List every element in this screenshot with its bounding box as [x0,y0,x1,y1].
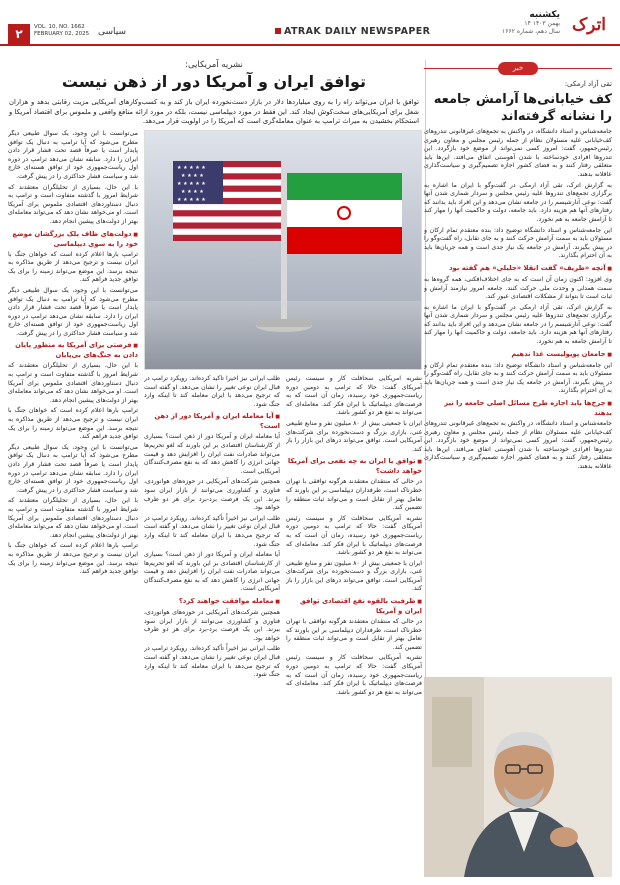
square-mark-icon [275,28,281,34]
paragraph: به گزارش اترک، تقی آزاد ارمکی در گفت‌وگو با ایران ما اشاره به برگزاری تجمع‌های تندروها علیه رئیس مجلس و سردار شماری شدن آنها گفت: نوعی آنارشیسم را در جامعه نشان می‌دهد و این افراد باید بدانند که رفتارهای آنها هم هزینه دارد. باید جامعه، دولت و حاکمیت آنها را مهار کند تا آرامش جامعه به هم نخورد. [424,181,612,223]
svg-text:★ ★ ★ ★ ★: ★ ★ ★ ★ ★ [177,181,206,187]
paragraph: طلب ایرانی نیز اخیراً تأکید کرده‌اند. رویکرد ترامپ در قبال ایران نوعی تغییر را نشان می‌دهد. او گفته است که ترجیح می‌دهد با ایران معامله کند تا اینکه وارد جنگ شود. [144,375,280,408]
paragraph: در حالی که منتقدان معتقدند هرگونه توافقی با تهران خطرناک است، طرفداران دیپلماسی بر این باورند که تعامل بهتر از تقابل است و می‌تواند ثبات منطقه را تضمین کند. [286,618,422,651]
paragraph: نشریه آمریکایی سحافلت کار و سیست رئیس آمریکای گفت: حالا که ترامپ به دومین دوره ریاست‌جمهوری خود رسیده، زمان آن است که به فرصت‌های دیپلماتیک با ایران فکر کند. معامله‌ای که می‌تواند به نفع هر دو کشور باشد. [286,654,422,696]
paragraph: نشریه آمریکایی سحافلت کار و سیست رئیس آمریکای گفت: حالا که ترامپ به دومین دوره ریاست‌جمهوری خود رسیده، زمان آن است که به فرصت‌های دیپلماتیک با ایران فکر کند. معامله‌ای که می‌تواند به نفع هر دو کشور باشد. [286,514,422,557]
right-headline: کف خیابانی‌ها آرامش جامعه را نشانه گرفته‌اند [433,92,612,124]
main-lead: توافق با ایران می‌تواند راه را به روی میلیاردها دلار در بازار دست‌نخورده ایران باز کند و به کسب‌وکارهای آمریکایی مزیت رقابتی بدهد و هزاران شغل برای آمریکایی‌های سخت‌کوش ایجاد کند. این فقط در مورد دیپلماسی نیست، بلکه در مورد ارائه منافع واقعی و ملموس برای اقتصاد آمریکا و استحکام بخشیدن به میراث ترامپ به عنوان معامله‌گری است که آمریکا را در اولویت قرار می‌دهد. [9,98,419,125]
page-header [0,0,620,46]
main-kicker: نشریه آمریکایی: [185,60,243,70]
paragraph: ترامپ بارها اعلام کرده است که خواهان جنگ با ایران نیست و ترجیح می‌دهد از طریق مذاکره به نتیجه برسد. این موضع می‌تواند زمینه را برای یک توافق جدید فراهم کند. [8,250,138,284]
paragraph: طلب ایرانی نیز اخیراً تأکید کرده‌اند. رویکرد ترامپ در قبال ایران نوعی تغییر را نشان می‌دهد. او گفته است که ترجیح می‌دهد با ایران معامله کند تا اینکه وارد جنگ شود. [144,514,280,548]
paper-name-text: ATRAK DAILY NEWSPAPER [284,26,431,37]
page-number: ۲ [8,24,30,44]
main-left-column [8,130,138,885]
paragraph: با این حال، بسیاری از تحلیلگران معتقدند که شرایط امروز با گذشته متفاوت است و ترامپ به دنبال دستاوردهای اقتصادی ملموس برای آمریکا است. او می‌خواهد نشان دهد که می‌تواند معامله‌ای بهتر از دولت‌های پیشین انجام دهد. [8,183,138,225]
paragraph: طلب ایرانی نیز اخیراً تأکید کرده‌اند. رویکرد ترامپ در قبال ایران نوعی تغییر را نشان می‌دهد. او گفته است که ترجیح می‌دهد با ایران معامله کند تا اینکه وارد جنگ شود. [144,645,280,679]
svg-text:★ ★ ★ ★ ★: ★ ★ ★ ★ ★ [177,197,206,203]
flags-photo [144,130,422,370]
paragraph: این جامعه‌شناس و استاد دانشگاه توضیح داد: بنده معتقدم تمام ارکان و مسئولان باید به سمت آرامش حرکت کنند و به جای تقابل، راه گفت‌وگو را در پیش بگیرند. آرامش در جامعه یک نیاز جدی است و همه جریان‌ها باید به آن احترام بگذارند. [424,226,612,260]
paragraph: در حالی که منتقدان معتقدند هرگونه توافقی با تهران خطرناک است، طرفداران دیپلماسی بر این باورند که تعامل بهتر از تقابل است و می‌تواند ثبات منطقه را تضمین کند. [286,478,422,512]
paragraph: جامعه‌شناس و استاد دانشگاه، در واکنش به تجمع‌های غیرقانونی تندروهای کف‌خیابانی علیه مسئولان نظام از جمله رئیس مجلس و معاون رهبری رئیس‌جمهور، گفت: امروز کسی نمی‌تواند از موضع خود بازگردد. این تندروها افرادی خودساخته با شدن آهوستی اتفاق می‌افتد. این‌ها باید متعلقی رفتار کنند و به فضای کشور اجازه تصمیم‌گیری و سیاست‌گذاری عاقلانه بدهند. [424,128,612,178]
right-column-article [424,60,612,877]
date-line-en: FEBRUARY 02, 2025 [34,31,90,37]
paragraph: می‌توانست با این وجود، یک سوال طبیعی دیگر مطرح می‌شود که آیا ترامپ به دنبال یک توافق پایدار است یا صرفاً قصد تحت فشار قرار دادن ایران را دارد. سابقه نشان می‌دهد ترامپ در دوره اول ریاست‌جمهوری خود از توافق هسته‌ای خارج شد و سیاست فشار حداکثری را در پیش گرفت. [8,443,138,494]
paragraph: همچنین شرکت‌های آمریکایی در حوزه‌های هوانوردی، فناوری و کشاورزی می‌توانند از بازار ایران سود ببرند. این یک فرصت برد-برد برای هر دو طرف خواهد بود. [144,478,280,512]
paragraph: می‌توانست با این وجود، یک سوال طبیعی دیگر مطرح می‌شود که آیا ترامپ به دنبال یک توافق پایدار است یا صرفاً قصد تحت فشار قرار دادن ایران را دارد. سابقه نشان می‌دهد ترامپ در دوره اول ریاست‌جمهوری خود از توافق هسته‌ای خارج شد و سیاست فشار حداکثری را در پیش گرفت. [8,130,138,180]
interviewee-photo [424,677,612,877]
column-b [144,375,280,885]
date-box [480,10,560,36]
date-day: یکشنبه [529,10,560,20]
paragraph: با این حال، بسیاری از تحلیلگران معتقدند که شرایط امروز با گذشته متفاوت است و ترامپ به دنبال دستاوردهای اقتصادی ملموس برای آمریکا است. او می‌خواهد نشان دهد که می‌تواند معامله‌ای بهتر از دولت‌های پیشین انجام دهد. [8,497,138,539]
subheading: ■ دولت‌های ظاف پلک بزرگشان موضع خود را به سوی دیپلماسی [8,230,138,249]
paragraph: با این حال، بسیاری از تحلیلگران معتقدند که شرایط امروز با گذشته متفاوت است و ترامپ به دنبال دستاوردهای اقتصادی ملموس برای آمریکا است. او می‌خواهد نشان دهد که می‌تواند معامله‌ای بهتر از دولت‌های پیشین انجام دهد. [8,362,138,404]
subheading: ■ چرخ‌ها باید اجازه طرح مسائل اصلی جامعه را نیز بدهند [424,399,612,418]
issue-line: سال دهم، شماره ۱۶۶۲ [502,28,560,35]
flags-illustration [145,131,422,370]
subheading: ■ آنچه «ظریف» گفت انقلا «جلیلی» هم گفته بود [424,264,612,274]
paragraph: وی افزود: اکنون زمان آن است که به جای اختلاف‌افکنی، همه گروه‌ها به سمت همدلی و وحدت ملی حرکت کنند. جامعه امروز نیازمند آرامش و ثبات است تا بتواند از مشکلات اقتصادی عبور کند. [424,275,612,301]
column-a [286,375,422,885]
paragraph: ترامپ بارها اعلام کرده است که خواهان جنگ با ایران نیست و ترجیح می‌دهد از طریق مذاکره به نتیجه برسد. این موضع می‌تواند زمینه را برای یک توافق جدید فراهم کند. [8,407,138,441]
volume-line: VOL. 10, NO. 1662 [34,24,85,30]
paragraph: به گزارش اترک، تقی آزاد ارمکی در گفت‌وگو با ایران ما اشاره به برگزاری تجمع‌های تندروها علیه رئیس مجلس و سردار شماری شدن آنها گفت: نوعی آنارشیسم را در جامعه نشان می‌دهد و این افراد باید بدانند که رفتارهای آنها هم هزینه دارد. باید جامعه، دولت و حاکمیت آنها را مهار کند تا آرامش جامعه به هم نخورد. [424,303,612,346]
main-article [8,60,426,877]
main-lower-columns [144,375,422,885]
news-tag-label: خبر [498,62,538,75]
subheading: ■ آیا معامله ایران و آمریکا دور از ذهن است؟ [144,412,280,431]
svg-text:★ ★ ★ ★: ★ ★ ★ ★ [181,189,204,195]
paragraph: می‌توانست با این وجود، یک سوال طبیعی دیگر مطرح می‌شود که آیا ترامپ به دنبال یک توافق پایدار است یا صرفاً قصد تحت فشار قرار دادن ایران را دارد. سابقه نشان می‌دهد ترامپ در دوره اول ریاست‌جمهوری خود از توافق هسته‌ای خارج شد و سیاست فشار حداکثری را در پیش گرفت. [8,286,138,337]
subheading: ■ معامله موافقت خواهند کرد؟ [144,597,280,607]
main-headline: توافق ایران و آمریکا دور از ذهن نیست [61,72,367,91]
paragraph: جامعه‌شناس و استاد دانشگاه، در واکنش به تجمع‌های غیرقانونی تندروهای کف‌خیابانی علیه مسئولان نظام از جمله رئیس مجلس و معاون رهبری رئیس‌جمهور، گفت: امروز کسی نمی‌تواند از موضع خود بازگردد. این تندروها افرادی خودساخته با شدن آهوستی اتفاق می‌افتد. این‌ها باید متعلقی رفتار کنند و به فضای کشور اجازه تصمیم‌گیری و سیاست‌گذاری عاقلانه بدهند. [424,420,612,470]
svg-text:★ ★ ★ ★ ★: ★ ★ ★ ★ ★ [177,165,206,171]
paragraph: نشریه آمریکایی سحافلت کار و سیست رئیس آمریکای گفت: حالا که ترامپ به دومین دوره ریاست‌جمهوری خود رسیده، زمان آن است که به فرصت‌های دیپلماتیک با ایران فکر کند. معامله‌ای که می‌تواند به نفع هر دو کشور باشد. [286,375,422,417]
news-tag [424,60,612,76]
right-kicker: تقی آزاد ارمکی: [564,80,612,88]
paragraph: ایران با جمعیتی بیش از ۸۰ میلیون نفر و منابع طبیعی غنی، بازاری بزرگ و دست‌نخورده برای شرکت‌های آمریکایی است. توافق می‌تواند درهای این بازار را باز کند. [286,419,422,453]
date-line: ۱۴ بهمن ۱۴۰۳ [524,20,560,27]
paper-name-english [275,26,430,37]
subheading: ■ فرصتی برای آمریکا به منظور پایان دادن به جنگ‌های بی‌پایان [8,341,138,360]
logo-text: اترک [571,15,607,35]
right-body [424,128,612,668]
paragraph: ترامپ بارها اعلام کرده است که خواهان جنگ با ایران نیست و ترجیح می‌دهد از طریق مذاکره به نتیجه برسد. این موضع می‌تواند زمینه را برای یک توافق جدید فراهم کند. [8,542,138,576]
subheading: ■ جامعان پوپولیست غذا ندهیم [424,350,612,360]
section-name: سیاسی [98,27,127,37]
paragraph: آیا معامله ایران و آمریکا دور از ذهن است؟ بسیاری از کارشناسان اقتصادی بر این باورند که لغو تحریم‌ها می‌تواند صادرات نفت ایران را افزایش دهد و قیمت جهانی انرژی را کاهش دهد که به نفع مصرف‌کنندگان آمریکایی است. [144,433,280,475]
volume-info [34,24,94,38]
newspaper-logo [566,6,612,40]
svg-text:★ ★ ★ ★: ★ ★ ★ ★ [181,173,204,179]
us-flag [173,161,283,241]
paragraph: ایران با جمعیتی بیش از ۸۰ میلیون نفر و منابع طبیعی غنی، بازاری بزرگ و دست‌نخورده برای شرکت‌های آمریکایی است. توافق می‌تواند درهای این بازار را باز کند. [286,559,422,593]
portrait-illustration [424,677,612,877]
paragraph: همچنین شرکت‌های آمریکایی در حوزه‌های هوانوردی، فناوری و کشاورزی می‌توانند از بازار ایران سود ببرند. این یک فرصت برد-برد برای هر دو طرف خواهد بود. [144,609,280,642]
subheading: ■ توافق با ایران به چه نفعی برای آمریکا خواهد داشت؟ [286,457,422,476]
paragraph: این جامعه‌شناس و استاد دانشگاه توضیح داد: بنده معتقدم تمام ارکان و مسئولان باید به سمت آرامش حرکت کنند و به جای تقابل، راه گفت‌وگو را در پیش بگیرند. آرامش در جامعه یک نیاز جدی است و همه جریان‌ها باید به آن احترام بگذارند. [424,361,612,395]
paragraph: آیا معامله ایران و آمریکا دور از ذهن است؟ بسیاری از کارشناسان اقتصادی بر این باورند که لغو تحریم‌ها می‌تواند صادرات نفت ایران را افزایش دهد و قیمت جهانی انرژی را کاهش دهد که به نفع مصرف‌کنندگان آمریکایی است. [144,551,280,593]
subheading: ■ ظرفیت بالقوه نفع اقتصادی توافق ایران و آمریکا [286,597,422,616]
iran-flag [287,173,402,254]
